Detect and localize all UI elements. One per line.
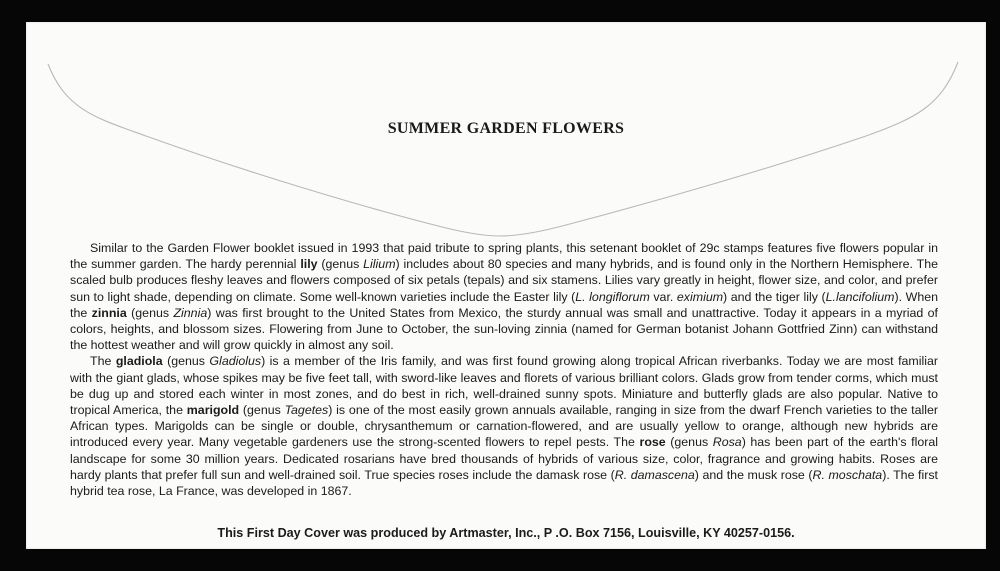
- text-run: ) includes about 80 species and many hybrids, and is found only in the Northern Hemisphere. The scaled bulb produces fleshy leaves and flowers composed of six petals (tepals) and six stamens. Lilies vary greatly in height, flower size, and color, and prefer sun to light shade, depending on climate. Some well-known varieties include the Easter lily (: [70, 257, 938, 304]
- text-run: (genus: [665, 435, 713, 450]
- scientific-name: Gladiolus: [209, 354, 262, 369]
- text-run: (genus: [239, 403, 285, 418]
- flap-right-edge: [500, 62, 958, 236]
- scientific-name: L. longiflorum: [575, 289, 650, 304]
- scientific-name: R. moschata: [812, 467, 883, 482]
- flap-left-edge: [48, 64, 500, 236]
- text-run: ) and the musk rose (: [694, 467, 813, 482]
- envelope-back: [26, 22, 986, 549]
- flower-name-emphasis: gladiola: [115, 354, 163, 369]
- scientific-name: L.lancifolium: [825, 289, 895, 304]
- text-run: ). When the: [70, 289, 938, 320]
- producer-credit: This First Day Cover was produced by Artmaster, Inc., P .O. Box 7156, Louisville, KY 40257-0156.: [217, 526, 795, 540]
- cover-description: [70, 240, 938, 499]
- scientific-name: Tagetes: [284, 403, 329, 418]
- text-run: The: [90, 354, 116, 369]
- scientific-name: eximium: [676, 289, 724, 304]
- flower-name-emphasis: marigold: [186, 403, 240, 418]
- text-run: Similar to the Garden Flower booklet issued in 1993 that paid tribute to spring plants, this setenant booklet of 29c stamps features five flowers popular in the summer garden. The hardy perennial: [70, 241, 938, 272]
- text-run: ) and the tiger lily (: [723, 289, 826, 304]
- paragraph-lily-zinnia: [70, 240, 938, 353]
- text-run: (genus: [126, 305, 174, 320]
- scientific-name: Lilium: [363, 257, 396, 272]
- text-run: var.: [649, 289, 677, 304]
- scientific-name: Rosa: [712, 435, 742, 450]
- text-run: (genus: [162, 354, 210, 369]
- text-run: (genus: [317, 257, 364, 272]
- paragraph-gladiola-marigold-rose: [70, 353, 938, 499]
- text-run: ) was first brought to the United States from Mexico, the sturdy annual was small and unattractive. Today it appears in a myriad of colors, heights, and blossom sizes. Flowering from June to October, the sun-loving zinnia (named for German botanist Johann Gottfried Zinn) can withstand the hottest weather and will grow quickly in almost any soil.: [70, 305, 938, 353]
- scientific-name: R. damascena: [614, 467, 695, 482]
- cover-title: SUMMER GARDEN FLOWERS: [387, 120, 625, 137]
- text-run: ). The first hybrid tea rose, La France, was developed in 1867.: [70, 467, 938, 499]
- scientific-name: Zinnia: [173, 305, 208, 320]
- flower-name-emphasis: zinnia: [91, 305, 127, 320]
- text-run: ) is one of the most easily grown annuals available, ranging in size from the dwarf French varieties to the taller African types. Marigolds can be single or double, chrysanthemum or carnation-flowered, and are usually yellow to orange, although new hybrids are introduced every year. Many vegetable gardeners use the strong-scented flowers to repel pests. The: [70, 403, 939, 450]
- text-run: ) has been part of the earth's floral landscape for some 30 million years. Dedicated rosarians have bred thousands of hybrids of various size, color, fragrance and growing habits. Roses are hardy plants that prefer full sun and well-drained soil. True species roses include the damask rose (: [70, 435, 939, 482]
- text-run: ) is a member of the Iris family, and was first found growing along tropical African riverbanks. Today we are most familiar with the giant glads, whose spikes may be five feet tall, with sword-like leaves and florets of various brilliant colors. Glads grow from tender corms, which must be dug up and stored each winter in most zones, and do best in rich, well-drained sunny spots. Miniature and butterfly glads are also popular. Native to tropical America, the: [70, 354, 938, 418]
- flower-name-emphasis: rose: [639, 435, 666, 450]
- flower-name-emphasis: lily: [300, 257, 318, 272]
